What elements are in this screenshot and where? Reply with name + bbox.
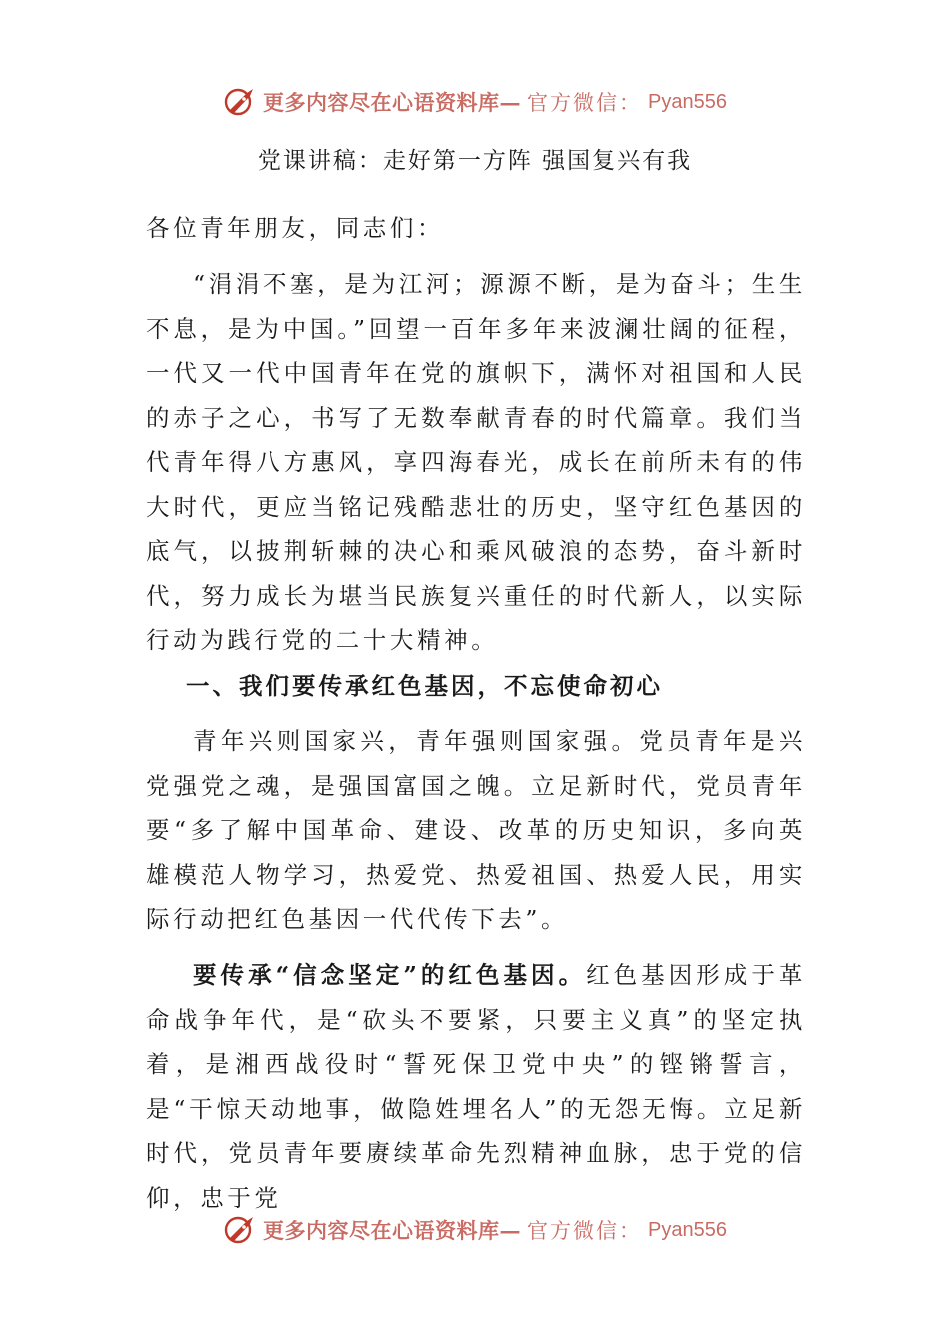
document-title: 党课讲稿：走好第一方阵 强国复兴有我 — [257, 148, 693, 174]
paragraph-red-gene — [146, 953, 806, 1220]
salutation: 各位青年朋友，同志们： — [146, 214, 445, 242]
paragraph-lead-bold: 要传承“信念坚定”的红色基因。 — [193, 961, 587, 989]
banner-wechat-id: Pyan556 — [648, 1218, 727, 1241]
header-watermark-banner — [0, 82, 950, 122]
paragraph-intro: “涓涓不塞，是为江河；源源不断，是为奋斗；生生不息，是为中国。”回望一百年多年来波澜壮阔的征程，一代又一代中国青年在党的旗帜下，满怀对祖国和人民的赤子之心，书写了无数奉献青春的时代篇章。我们当代青年得八方惠风，享四海春光，成长在前所未有的伟大时代，更应当铭记残酷悲壮的历史，坚守红色基因的底气，以披荆斩棘的决心和乘风破浪的态势，奋斗新时代，努力成长为堪当民族复兴重任的时代新人，以实际行动为践行党的二十大精神。 — [146, 270, 806, 654]
banner-slogan: 更多内容尽在心语资料库— — [263, 90, 522, 115]
paragraph-body: 红色基因形成于革命战争年代，是“砍头不要紧，只要主义真”的坚定执着，是湘西战役时“誓死保卫党中央”的铿锵誓言，是“干惊天动地事，做隐姓埋名人”的无怨无悔。立足新时代，党员青年要赓续革命先烈精神血脉，忠于党的信仰，忠于党 — [146, 961, 806, 1212]
banner-slogan: 更多内容尽在心语资料库— — [263, 1218, 522, 1243]
banner-wechat-label: 官方微信： — [527, 1219, 643, 1243]
banner-wechat-label: 官方微信： — [527, 91, 643, 115]
banner-wechat-id: Pyan556 — [648, 90, 727, 113]
section-heading-1: 一、我们要传承红色基因，不忘使命初心 — [186, 672, 663, 700]
pen-nib-logo-icon — [223, 1213, 257, 1247]
paragraph-youth: 青年兴则国家兴，青年强则国家强。党员青年是兴党强党之魂，是强国富国之魄。立足新时代，党员青年要“多了解中国革命、建设、改革的历史知识，多向英雄模范人物学习，热爱党、热爱祖国、热爱人民，用实际行动把红色基因一代代传下去”。 — [146, 727, 806, 933]
footer-watermark-banner — [0, 1210, 950, 1250]
pen-nib-logo-icon — [223, 85, 257, 119]
